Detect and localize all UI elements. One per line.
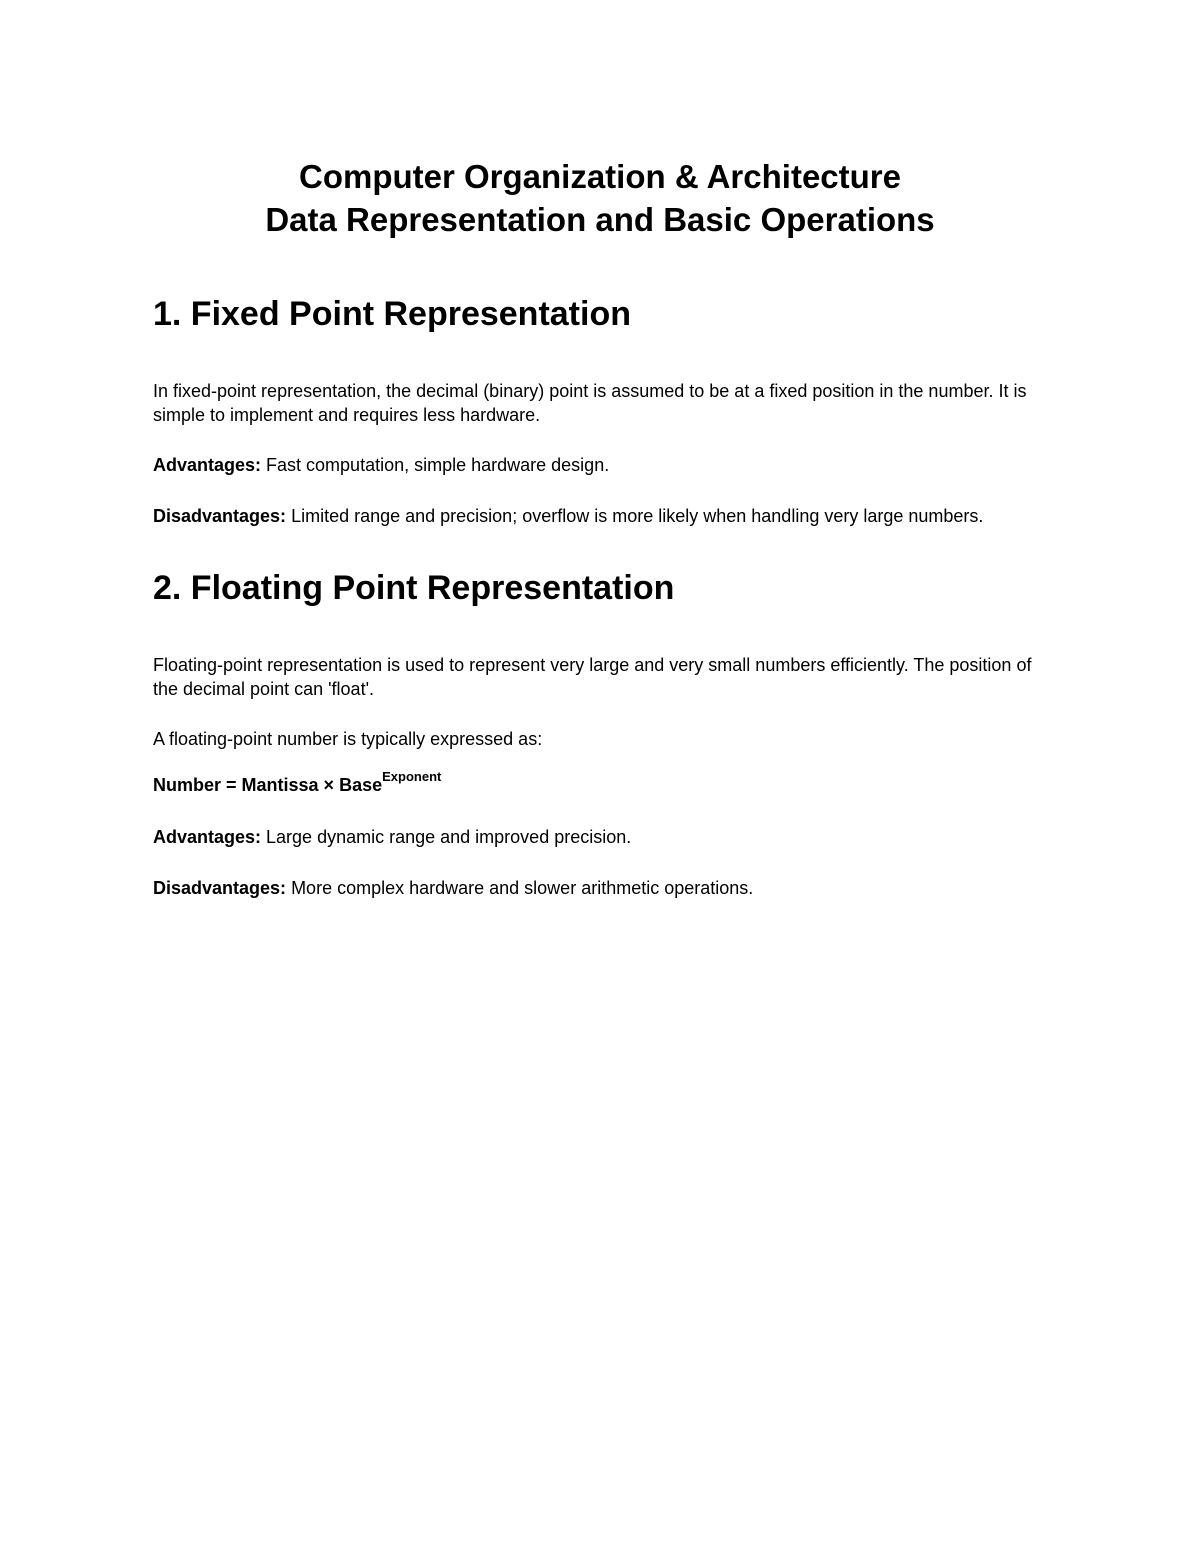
disadvantages-label: Disadvantages: <box>153 506 287 526</box>
disadvantages-label: Disadvantages: <box>153 878 287 898</box>
floating-point-intro: A floating-point number is typically expressed as: <box>153 729 543 749</box>
advantages-label: Advantages: <box>153 455 262 475</box>
floating-point-description: Floating-point representation is used to represent very large and very small numbers efficiently. The position of the decimal point can 'float'. <box>153 655 1032 699</box>
document-subtitle: Data Representation and Basic Operations <box>265 201 935 238</box>
floating-point-formula <box>153 769 1053 798</box>
advantages-text: Fast computation, simple hardware design. <box>261 455 610 475</box>
disadvantages-text: More complex hardware and slower arithmetic operations. <box>286 878 754 898</box>
section-heading-floating-point: 2. Floating Point Representation <box>153 569 675 607</box>
fixed-point-advantages <box>153 453 1053 477</box>
section-heading-fixed-point: 1. Fixed Point Representation <box>153 295 631 333</box>
formula-base: Number = Mantissa × Base <box>153 775 383 795</box>
fixed-point-disadvantages <box>153 504 1053 528</box>
floating-point-disadvantages <box>153 876 1053 900</box>
advantages-label: Advantages: <box>153 827 262 847</box>
floating-point-advantages <box>153 825 1053 849</box>
disadvantages-text: Limited range and precision; overflow is more likely when handling very large numbers. <box>286 506 984 526</box>
fixed-point-description: In fixed-point representation, the decimal (binary) point is assumed to be at a fixed position in the number. It is simple to implement and requires less hardware. <box>153 381 1027 425</box>
document-title: Computer Organization & Architecture <box>298 158 901 195</box>
formula-exponent: Exponent <box>382 769 442 784</box>
advantages-text: Large dynamic range and improved precision. <box>261 827 632 847</box>
